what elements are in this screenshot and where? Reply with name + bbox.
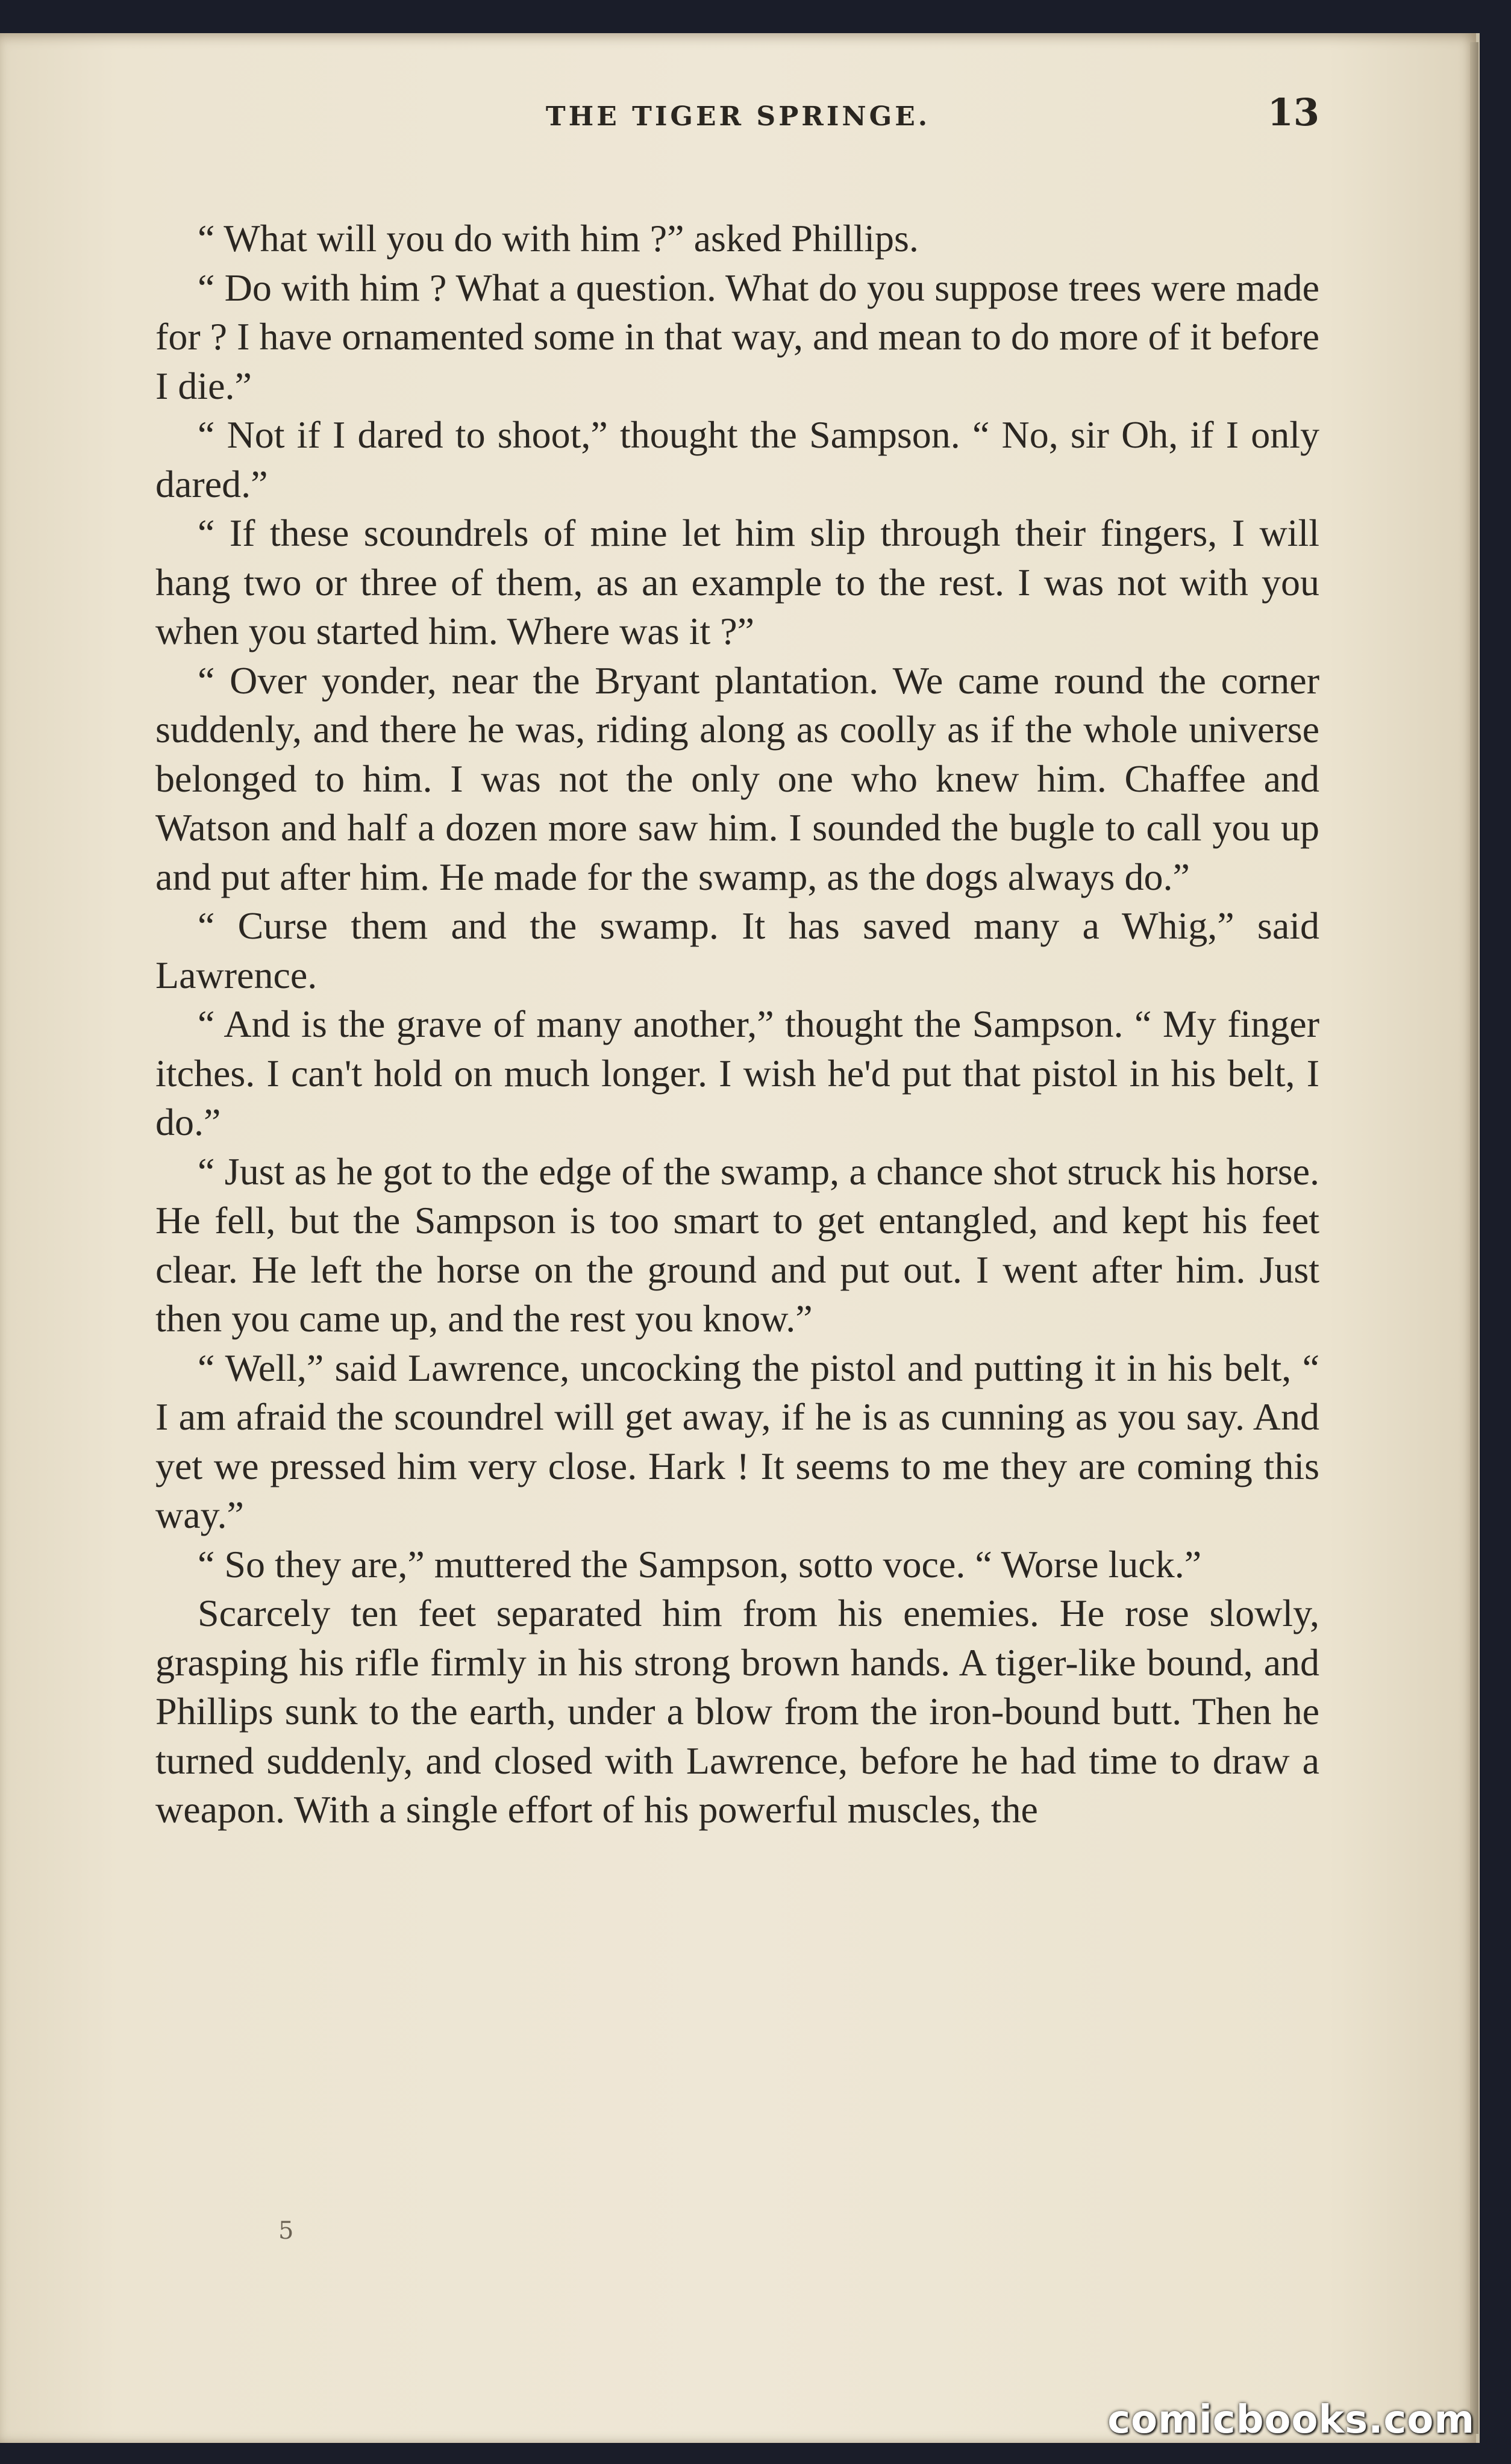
paragraph: “ Curse them and the swamp. It has saved many a Whig,” said Lawrence.	[155, 904, 1319, 996]
paragraph: “ What will you do with him ?” asked Phillips.	[198, 217, 919, 260]
paragraph: Scarcely ten feet separated him from his enemies. He rose slowly, grasping his rifle firmly in his strong brown hands. A tiger-like bound, and Phillips sunk to the earth, under a blow from the iron-bound butt. Then he turned suddenly, and closed with Lawrence, before he had time to draw a weapon. With a single effort of his powerful muscles, the	[155, 1592, 1319, 1831]
paragraph: “ If these scoundrels of mine let him slip through their fingers, I will hang two or three of them, as an example to the rest. I was not with you when you started him. Where was it ?”	[155, 511, 1319, 652]
page-body	[155, 214, 1319, 1834]
page-header	[157, 90, 1319, 139]
paragraph: “ Over yonder, near the Bryant plantation. We came round the corner suddenly, and there he was, riding along as coolly as if the whole universe belonged to him. I was not the only one who knew him. Chaffee and Watson and half a dozen more saw him. I sounded the bugle to call you up and put after him. He made for the swamp, as the dogs always do.”	[155, 658, 1319, 898]
signature-mark: 5	[278, 2217, 294, 2245]
watermark: comicbooks.com	[1107, 2398, 1475, 2442]
paragraph: “ Do with him ? What a question. What do you suppose trees were made for ? I have ornamented some in that way, and mean to do more of it before I die.”	[155, 266, 1319, 407]
running-head: THE TIGER SPRINGE.	[545, 101, 931, 132]
page-number: 13	[1267, 90, 1319, 134]
paragraph: “ Not if I dared to shoot,” thought the Sampson. “ No, sir Oh, if I only dared.”	[155, 413, 1319, 505]
paragraph: “ And is the grave of many another,” thought the Sampson. “ My finger itches. I can't hold on much longer. I wish he'd put that pistol in his belt, I do.”	[155, 1002, 1319, 1143]
paragraph: “ So they are,” muttered the Sampson, sotto voce. “ Worse luck.”	[198, 1542, 1202, 1586]
paragraph: “ Just as he got to the edge of the swamp, a chance shot struck his horse. He fell, but the Sampson is too smart to get entangled, and kept his feet clear. He left the horse on the ground and put out. I went after him. Just then you came up, and the rest you know.”	[155, 1149, 1319, 1340]
page-edge	[1470, 42, 1478, 2434]
paragraph: “ Well,” said Lawrence, uncocking the pistol and putting it in his belt, “ I am afraid the scoundrel will get away, if he is as cunning as you say. And yet we pressed him very close. Hark ! It seems to me they are coming this way.”	[155, 1346, 1319, 1536]
